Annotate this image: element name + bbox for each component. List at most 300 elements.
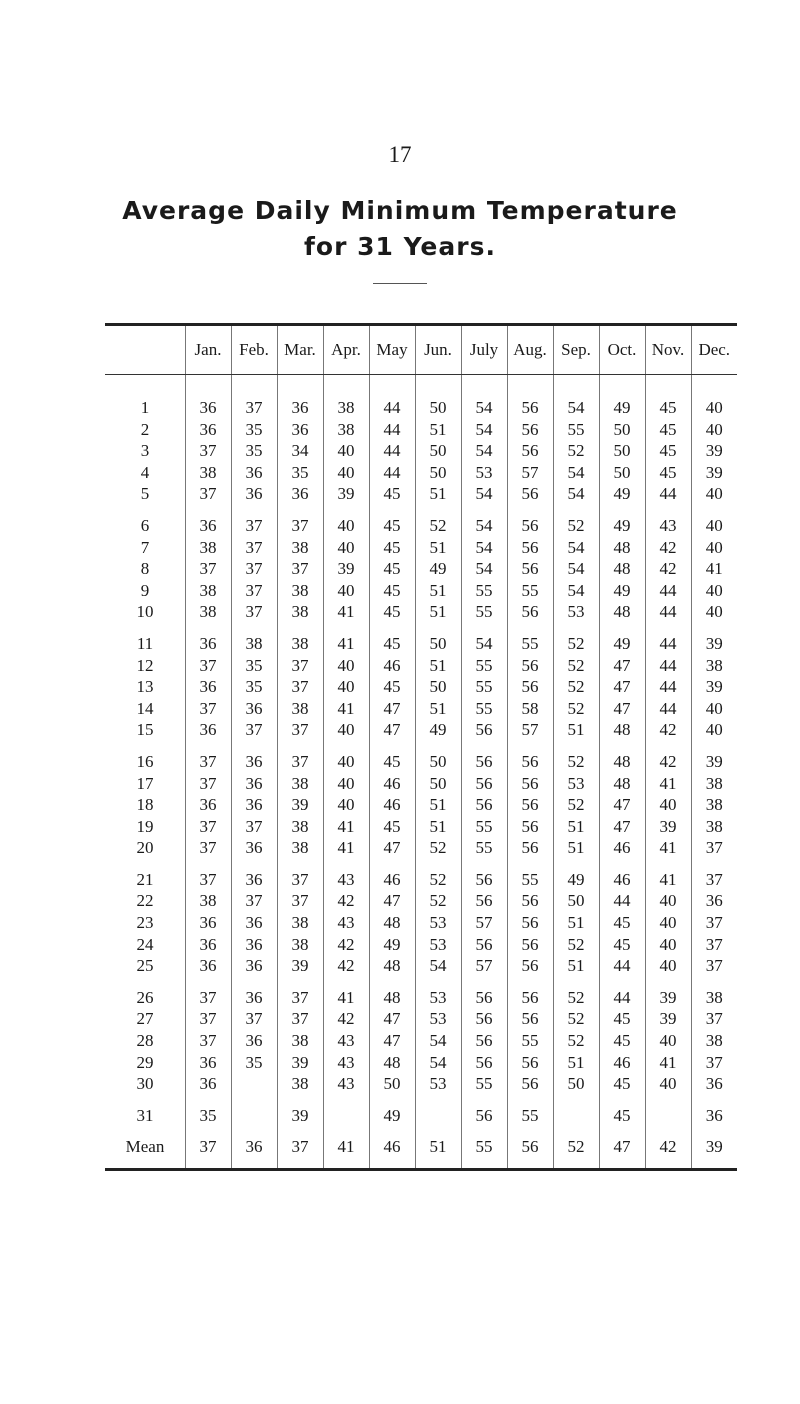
temperature-cell: 44 — [645, 601, 691, 623]
temperature-cell: 39 — [323, 483, 369, 505]
temperature-cell: 39 — [645, 1008, 691, 1030]
spacer-cell — [507, 741, 553, 751]
temperature-cell: 49 — [415, 558, 461, 580]
table-row — [105, 483, 737, 505]
temperature-cell: 38 — [277, 1030, 323, 1052]
temperature-cell: 39 — [323, 558, 369, 580]
temperature-cell: 56 — [461, 751, 507, 773]
temperature-cell: 57 — [461, 912, 507, 934]
header-corner — [105, 326, 185, 375]
spacer-cell — [645, 741, 691, 751]
spacer-cell — [599, 859, 645, 869]
row-label: 27 — [136, 1009, 154, 1029]
spacer-cell — [507, 977, 553, 987]
temperature-cell: 42 — [323, 1008, 369, 1030]
temperature-cell: 51 — [553, 912, 599, 934]
temperature-cell: 37 — [691, 912, 737, 934]
header-month: Oct. — [599, 326, 645, 375]
day-number — [105, 912, 185, 934]
temperature-cell: 46 — [599, 869, 645, 891]
table-row — [105, 1008, 737, 1030]
temperature-cell: 45 — [599, 1030, 645, 1052]
spacer-cell — [185, 505, 231, 515]
temperature-cell: 55 — [461, 601, 507, 623]
table-row — [105, 462, 737, 484]
spacer-cell — [105, 505, 185, 515]
temperature-table-frame — [105, 323, 737, 1171]
temperature-cell: 37 — [185, 440, 231, 462]
temperature-cell: 39 — [645, 816, 691, 838]
spacer-cell — [323, 1095, 369, 1105]
day-number — [105, 955, 185, 977]
temperature-cell: 37 — [277, 1008, 323, 1030]
temperature-cell: 50 — [415, 397, 461, 419]
day-number — [105, 397, 185, 419]
temperature-cell: 58 — [507, 698, 553, 720]
spacer-cell — [415, 977, 461, 987]
temperature-cell: 40 — [323, 751, 369, 773]
temperature-cell: 55 — [507, 633, 553, 655]
spacer-cell — [599, 623, 645, 633]
temperature-cell: 41 — [323, 1136, 369, 1158]
temperature-cell: 50 — [599, 462, 645, 484]
temperature-cell: 55 — [461, 1136, 507, 1158]
temperature-cell: 56 — [507, 440, 553, 462]
spacer-cell — [461, 505, 507, 515]
table-header — [105, 326, 737, 375]
spacer-cell — [461, 1158, 507, 1168]
temperature-cell: 54 — [461, 483, 507, 505]
temperature-cell: 51 — [415, 580, 461, 602]
temperature-cell: 39 — [691, 676, 737, 698]
table-row — [105, 676, 737, 698]
temperature-cell: 38 — [277, 633, 323, 655]
day-number — [105, 1105, 185, 1127]
temperature-cell: 52 — [553, 655, 599, 677]
spacer-cell — [231, 505, 277, 515]
day-number — [105, 558, 185, 580]
temperature-cell: 54 — [553, 462, 599, 484]
temperature-cell: 40 — [645, 955, 691, 977]
temperature-cell: 40 — [645, 912, 691, 934]
spacer-cell — [185, 375, 231, 398]
spacer-cell — [645, 1158, 691, 1168]
temperature-cell: 42 — [645, 537, 691, 559]
temperature-cell: 36 — [231, 869, 277, 891]
temperature-cell: 38 — [323, 419, 369, 441]
temperature-cell: 45 — [645, 440, 691, 462]
temperature-cell: 35 — [231, 676, 277, 698]
temperature-cell: 51 — [553, 1052, 599, 1074]
temperature-cell: 41 — [323, 987, 369, 1009]
spacer-cell — [507, 1126, 553, 1136]
temperature-cell: 38 — [277, 698, 323, 720]
temperature-cell — [415, 1105, 461, 1127]
temperature-cell: 50 — [415, 633, 461, 655]
temperature-cell: 40 — [323, 676, 369, 698]
temperature-cell: 42 — [645, 751, 691, 773]
temperature-cell: 55 — [553, 419, 599, 441]
temperature-cell: 54 — [461, 397, 507, 419]
temperature-cell: 49 — [415, 719, 461, 741]
temperature-cell: 38 — [691, 1030, 737, 1052]
table-row — [105, 987, 737, 1009]
temperature-cell: 36 — [231, 955, 277, 977]
day-number — [105, 462, 185, 484]
temperature-cell: 36 — [231, 794, 277, 816]
row-label: 28 — [136, 1031, 154, 1051]
spacer-cell — [323, 505, 369, 515]
temperature-cell: 56 — [507, 816, 553, 838]
spacer-cell — [415, 375, 461, 398]
temperature-cell: 56 — [461, 1008, 507, 1030]
temperature-cell: 54 — [461, 537, 507, 559]
temperature-cell: 36 — [185, 676, 231, 698]
spacer-cell — [277, 741, 323, 751]
mean-label — [105, 1136, 185, 1158]
spacer-row — [105, 1095, 737, 1105]
temperature-cell: 56 — [507, 655, 553, 677]
temperature-cell: 40 — [323, 440, 369, 462]
temperature-cell: 48 — [369, 987, 415, 1009]
spacer-row — [105, 623, 737, 633]
spacer-cell — [185, 741, 231, 751]
temperature-cell: 40 — [323, 537, 369, 559]
day-number — [105, 890, 185, 912]
temperature-cell — [323, 1105, 369, 1127]
temperature-cell: 53 — [415, 1008, 461, 1030]
temperature-cell: 53 — [553, 773, 599, 795]
temperature-cell: 36 — [185, 1052, 231, 1074]
spacer-cell — [231, 623, 277, 633]
temperature-cell: 36 — [691, 1105, 737, 1127]
day-number — [105, 698, 185, 720]
temperature-cell: 44 — [369, 397, 415, 419]
temperature-cell: 56 — [507, 419, 553, 441]
spacer-cell — [599, 1095, 645, 1105]
spacer-cell — [369, 741, 415, 751]
spacer-cell — [277, 1158, 323, 1168]
temperature-cell: 43 — [323, 1052, 369, 1074]
temperature-cell: 47 — [599, 698, 645, 720]
temperature-cell: 54 — [553, 537, 599, 559]
temperature-cell: 49 — [369, 1105, 415, 1127]
spacer-cell — [645, 505, 691, 515]
temperature-cell: 52 — [415, 515, 461, 537]
temperature-cell: 50 — [599, 440, 645, 462]
temperature-cell: 51 — [415, 1136, 461, 1158]
temperature-cell: 36 — [185, 633, 231, 655]
temperature-cell: 41 — [323, 698, 369, 720]
temperature-cell: 36 — [231, 1136, 277, 1158]
spacer-cell — [369, 1126, 415, 1136]
temperature-cell: 37 — [691, 837, 737, 859]
temperature-cell: 39 — [691, 440, 737, 462]
temperature-cell: 40 — [691, 601, 737, 623]
header-month: Apr. — [323, 326, 369, 375]
temperature-cell: 36 — [277, 483, 323, 505]
spacer-cell — [323, 1126, 369, 1136]
spacer-cell — [105, 977, 185, 987]
spacer-cell — [507, 1158, 553, 1168]
spacer-cell — [277, 1126, 323, 1136]
spacer-cell — [415, 505, 461, 515]
temperature-cell: 54 — [461, 419, 507, 441]
day-number — [105, 440, 185, 462]
temperature-cell: 40 — [323, 794, 369, 816]
temperature-cell: 36 — [231, 987, 277, 1009]
temperature-cell: 49 — [553, 869, 599, 891]
spacer-row — [105, 977, 737, 987]
row-label: 12 — [136, 655, 154, 675]
temperature-cell: 41 — [323, 601, 369, 623]
temperature-cell: 37 — [691, 955, 737, 977]
spacer-cell — [691, 505, 737, 515]
temperature-cell: 56 — [461, 1030, 507, 1052]
temperature-cell: 56 — [507, 751, 553, 773]
temperature-cell: 50 — [369, 1073, 415, 1095]
spacer-cell — [599, 1158, 645, 1168]
row-label: 14 — [136, 698, 154, 718]
temperature-cell: 44 — [599, 955, 645, 977]
spacer-cell — [461, 623, 507, 633]
temperature-cell: 52 — [415, 869, 461, 891]
row-label: 7 — [140, 537, 150, 557]
temperature-cell: 52 — [415, 890, 461, 912]
row-label: 16 — [136, 751, 154, 771]
temperature-cell: 45 — [599, 1073, 645, 1095]
temperature-cell: 53 — [415, 934, 461, 956]
temperature-cell: 52 — [553, 794, 599, 816]
temperature-cell: 44 — [369, 462, 415, 484]
temperature-cell: 38 — [691, 794, 737, 816]
temperature-cell: 56 — [461, 1052, 507, 1074]
temperature-cell: 40 — [323, 580, 369, 602]
temperature-cell: 56 — [461, 934, 507, 956]
spacer-cell — [553, 1126, 599, 1136]
temperature-cell: 39 — [645, 987, 691, 1009]
temperature-cell: 37 — [277, 676, 323, 698]
temperature-cell: 42 — [323, 934, 369, 956]
temperature-cell: 36 — [231, 912, 277, 934]
temperature-cell: 42 — [323, 890, 369, 912]
temperature-cell: 37 — [231, 601, 277, 623]
row-label: 23 — [136, 913, 154, 933]
temperature-cell: 49 — [599, 633, 645, 655]
spacer-cell — [323, 859, 369, 869]
table-row — [105, 1052, 737, 1074]
temperature-cell: 45 — [369, 515, 415, 537]
row-label: 30 — [136, 1074, 154, 1094]
temperature-cell: 39 — [277, 1105, 323, 1127]
temperature-cell: 51 — [415, 601, 461, 623]
row-label: 5 — [140, 484, 150, 504]
spacer-cell — [415, 623, 461, 633]
temperature-cell: 48 — [369, 1052, 415, 1074]
day-number — [105, 1073, 185, 1095]
spacer-cell — [415, 859, 461, 869]
temperature-cell: 38 — [691, 816, 737, 838]
temperature-cell: 43 — [323, 912, 369, 934]
temperature-cell: 50 — [415, 751, 461, 773]
temperature-cell: 56 — [507, 987, 553, 1009]
temperature-cell: 56 — [507, 837, 553, 859]
day-number — [105, 1008, 185, 1030]
row-label: 31 — [136, 1105, 154, 1125]
temperature-cell: 50 — [415, 773, 461, 795]
temperature-cell: 37 — [185, 698, 231, 720]
temperature-cell: 40 — [691, 698, 737, 720]
temperature-cell: 56 — [507, 397, 553, 419]
temperature-cell: 36 — [185, 912, 231, 934]
temperature-cell: 36 — [185, 419, 231, 441]
spacer-cell — [553, 623, 599, 633]
spacer-cell — [185, 859, 231, 869]
spacer-cell — [461, 1126, 507, 1136]
temperature-cell: 52 — [553, 1030, 599, 1052]
spacer-cell — [231, 977, 277, 987]
spacer-cell — [691, 1095, 737, 1105]
temperature-cell: 54 — [415, 1052, 461, 1074]
temperature-cell: 46 — [369, 773, 415, 795]
temperature-cell: 37 — [185, 483, 231, 505]
temperature-cell: 39 — [277, 1052, 323, 1074]
table-row — [105, 890, 737, 912]
temperature-cell: 54 — [553, 558, 599, 580]
row-label: 11 — [136, 633, 154, 653]
header-month: Nov. — [645, 326, 691, 375]
spacer-cell — [507, 505, 553, 515]
temperature-cell: 36 — [231, 934, 277, 956]
temperature-cell: 54 — [461, 558, 507, 580]
temperature-cell: 44 — [645, 483, 691, 505]
temperature-cell: 38 — [323, 397, 369, 419]
spacer-cell — [461, 1095, 507, 1105]
temperature-cell: 40 — [645, 890, 691, 912]
temperature-cell: 56 — [507, 601, 553, 623]
temperature-cell: 37 — [231, 816, 277, 838]
table-row — [105, 934, 737, 956]
temperature-cell: 49 — [599, 580, 645, 602]
spacer-cell — [105, 1126, 185, 1136]
temperature-cell: 56 — [461, 1105, 507, 1127]
temperature-cell: 48 — [599, 719, 645, 741]
temperature-cell: 50 — [415, 676, 461, 698]
temperature-cell — [645, 1105, 691, 1127]
temperature-cell: 38 — [185, 537, 231, 559]
temperature-cell: 36 — [185, 515, 231, 537]
spacer-row — [105, 375, 737, 398]
temperature-cell: 48 — [599, 537, 645, 559]
temperature-cell: 51 — [553, 719, 599, 741]
temperature-cell: 36 — [185, 1073, 231, 1095]
row-label: 25 — [136, 956, 154, 976]
spacer-cell — [645, 1126, 691, 1136]
temperature-cell — [231, 1073, 277, 1095]
temperature-cell: 45 — [599, 934, 645, 956]
temperature-cell: 38 — [691, 655, 737, 677]
row-label: Mean — [125, 1137, 165, 1157]
temperature-cell: 36 — [185, 719, 231, 741]
temperature-cell: 38 — [277, 580, 323, 602]
header-month: Dec. — [691, 326, 737, 375]
temperature-cell: 56 — [507, 676, 553, 698]
temperature-cell: 56 — [461, 890, 507, 912]
spacer-cell — [691, 1126, 737, 1136]
temperature-cell: 52 — [553, 1008, 599, 1030]
temperature-cell: 37 — [231, 719, 277, 741]
temperature-cell: 47 — [369, 698, 415, 720]
temperature-cell: 37 — [185, 655, 231, 677]
header-row — [105, 326, 737, 375]
temperature-cell: 35 — [231, 655, 277, 677]
row-label: 3 — [140, 441, 150, 461]
row-label: 17 — [136, 773, 154, 793]
table-row — [105, 419, 737, 441]
day-number — [105, 869, 185, 891]
temperature-cell: 46 — [369, 1136, 415, 1158]
temperature-cell: 48 — [599, 751, 645, 773]
temperature-cell: 36 — [277, 397, 323, 419]
day-number — [105, 934, 185, 956]
page-number: 17 — [388, 142, 412, 167]
spacer-cell — [645, 1095, 691, 1105]
temperature-cell: 36 — [231, 751, 277, 773]
temperature-cell: 44 — [645, 633, 691, 655]
temperature-cell: 51 — [415, 483, 461, 505]
row-label: 10 — [136, 602, 154, 622]
page-title: Average Daily Minimum Temperature — [122, 196, 678, 225]
spacer-cell — [369, 1095, 415, 1105]
temperature-cell: 56 — [507, 1008, 553, 1030]
temperature-cell: 43 — [645, 515, 691, 537]
day-number — [105, 537, 185, 559]
temperature-cell: 45 — [369, 816, 415, 838]
temperature-cell: 37 — [185, 558, 231, 580]
temperature-cell: 40 — [645, 794, 691, 816]
temperature-cell: 40 — [691, 483, 737, 505]
spacer-cell — [231, 741, 277, 751]
temperature-cell: 45 — [369, 633, 415, 655]
spacer-cell — [105, 375, 185, 398]
temperature-cell: 51 — [553, 816, 599, 838]
temperature-cell: 47 — [599, 816, 645, 838]
day-number — [105, 1052, 185, 1074]
spacer-cell — [553, 741, 599, 751]
row-label: 26 — [136, 987, 154, 1007]
table-body — [105, 375, 737, 1169]
temperature-cell: 36 — [691, 890, 737, 912]
temperature-cell: 46 — [599, 837, 645, 859]
temperature-cell: 40 — [323, 655, 369, 677]
spacer-cell — [461, 977, 507, 987]
temperature-cell: 36 — [185, 794, 231, 816]
temperature-cell: 57 — [507, 719, 553, 741]
day-number — [105, 987, 185, 1009]
temperature-cell: 38 — [277, 773, 323, 795]
temperature-cell: 43 — [323, 1030, 369, 1052]
temperature-cell: 44 — [369, 419, 415, 441]
temperature-cell: 38 — [185, 580, 231, 602]
temperature-cell: 41 — [645, 1052, 691, 1074]
temperature-cell: 50 — [415, 462, 461, 484]
temperature-cell: 56 — [507, 934, 553, 956]
temperature-cell: 38 — [277, 816, 323, 838]
temperature-cell: 56 — [507, 794, 553, 816]
temperature-cell: 35 — [231, 419, 277, 441]
day-number — [105, 483, 185, 505]
temperature-cell: 51 — [415, 794, 461, 816]
